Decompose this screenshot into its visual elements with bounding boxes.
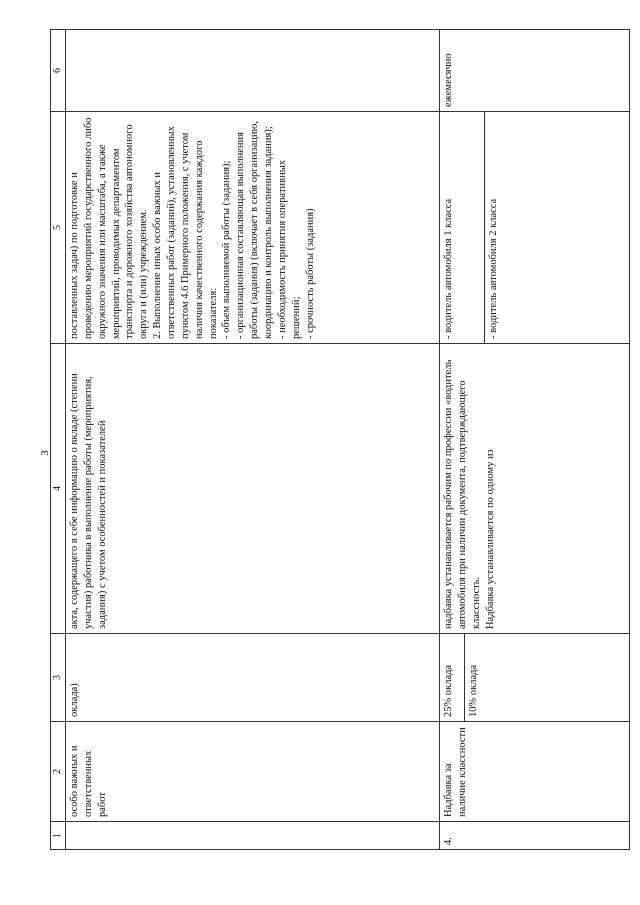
allowance-amount: оклада)	[66, 634, 440, 722]
allowance-criteria: поставленных задач) по подготовке и проведению мероприятий государственного либо окружного значения или масштаба, а также мероприятий, проводимых департаментом транспорта и дорожного хозяйства автономного округа и (или) учреждением. 2. Выполнение иных особо важных и ответственных работ (заданий), установленных пунктом 4.6 Примерного положения, с учетом наличия качественного содержания каждого показателя: - объем выполняемой работы (задания); - организационная составляющая выполнения работы (задания) (включает в себя организацию, координацию и контроль выполнения задания); - необходимость принятия оперативных решений; - срочность работы (задания)	[66, 112, 440, 344]
allowance-basis: акта, содержащего в себе информацию о вкладе (степени участия) работника в выполнение работы (мероприятия, задания) с учетом особенностей и показателей	[66, 344, 440, 634]
table-row	[440, 30, 630, 850]
allowance-periodicity	[66, 30, 440, 112]
page	[50, 30, 630, 850]
allowance-criteria	[440, 112, 630, 344]
column-number-row	[51, 30, 66, 850]
row-number: 4.	[440, 822, 630, 850]
column-number-3: 3	[51, 634, 66, 722]
criteria-class-2: - водитель автомобиля 2 класса	[484, 112, 503, 343]
allowance-name: особо важных и ответственных работ	[66, 722, 440, 822]
allowance-amount	[440, 634, 630, 722]
column-number-4: 4	[51, 344, 66, 634]
allowances-table	[50, 29, 630, 850]
basis-text-2: Надбавка устанавливается по одному из	[484, 449, 496, 629]
row-number	[66, 822, 440, 850]
amount-class-2: 10% оклада	[464, 634, 483, 721]
allowance-periodicity: ежемесячно	[440, 30, 630, 112]
criteria-class-1: - водитель автомобиля 1 класса	[443, 198, 454, 339]
column-number-6: 6	[51, 30, 66, 112]
table-row	[66, 30, 440, 850]
table-rotated-container	[50, 30, 630, 850]
amount-class-1: 25% оклада	[443, 664, 454, 717]
page-number: 3	[39, 450, 51, 456]
column-number-2: 2	[51, 722, 66, 822]
allowance-name: Надбавка за наличие классности	[440, 722, 630, 822]
column-number-1: 1	[51, 822, 66, 850]
basis-text-1: надбавка устанавливается рабочим по профессии «водитель автомобиля при наличии документа, подтверждающего классность.	[443, 359, 482, 629]
allowance-basis	[440, 344, 630, 634]
column-number-5: 5	[51, 112, 66, 344]
